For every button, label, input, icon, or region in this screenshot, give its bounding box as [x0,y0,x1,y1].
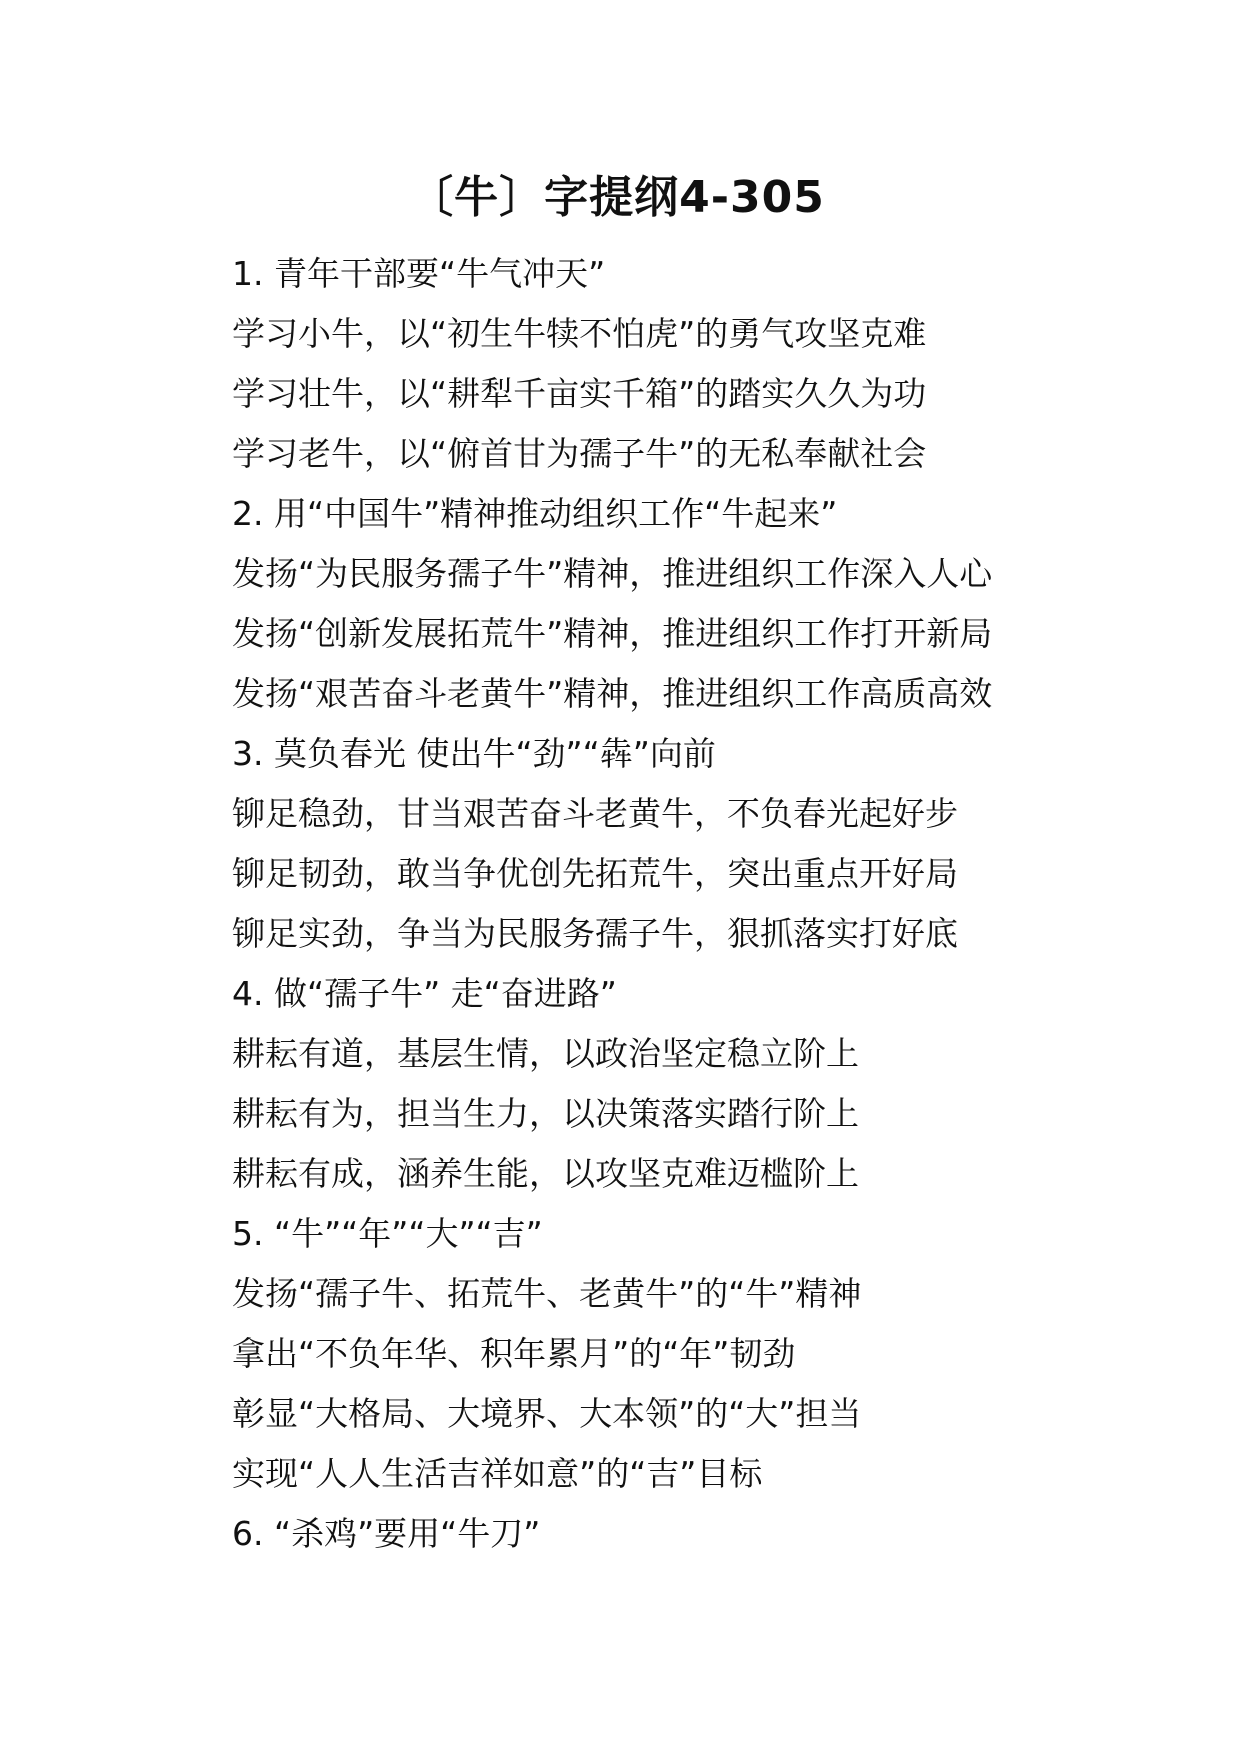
list-item: 发扬“孺子牛、拓荒牛、老黄牛”的“牛”精神 [232,1274,862,1313]
list-item: 耕耘有为，担当生力，以决策落实踏行阶上 [232,1094,859,1133]
list-item: 学习老牛，以“俯首甘为孺子牛”的无私奉献社会 [232,434,927,473]
list-item: 铆足实劲，争当为民服务孺子牛，狠抓落实打好底 [232,914,958,953]
list-item: 铆足韧劲，敢当争优创先拓荒牛，突出重点开好局 [232,854,958,893]
list-item: 发扬“艰苦奋斗老黄牛”精神，推进组织工作高质高效 [232,674,993,713]
list-item: 耕耘有道，基层生情，以政治坚定稳立阶上 [232,1034,859,1073]
list-item: 实现“人人生活吉祥如意”的“吉”目标 [232,1454,763,1493]
list-item: 发扬“创新发展拓荒牛”精神，推进组织工作打开新局 [232,614,993,653]
outline-body [232,244,1132,1564]
heading-5: 5. “牛”“年”“大”“吉” [232,1214,543,1253]
page-title: 〔牛〕字提纲4-305 [409,172,825,223]
list-item: 铆足稳劲，甘当艰苦奋斗老黄牛，不负春光起好步 [232,794,958,833]
list-item: 发扬“为民服务孺子牛”精神，推进组织工作深入人心 [232,554,993,593]
list-item: 学习小牛，以“初生牛犊不怕虎”的勇气攻坚克难 [232,314,927,353]
heading-3: 3. 莫负春光 使出牛“劲”“犇”向前 [232,734,716,773]
list-item: 学习壮牛，以“耕犁千亩实千箱”的踏实久久为功 [232,374,927,413]
list-item: 彰显“大格局、大境界、大本领”的“大”担当 [232,1394,862,1433]
heading-4: 4. 做“孺子牛” 走“奋进路” [232,974,617,1013]
list-item: 拿出“不负年华、积年累月”的“年”韧劲 [232,1334,796,1373]
list-item: 耕耘有成，涵养生能，以攻坚克难迈槛阶上 [232,1154,859,1193]
heading-2: 2. 用“中国牛”精神推动组织工作“牛起来” [232,494,838,533]
heading-6: 6. “杀鸡”要用“牛刀” [232,1514,541,1553]
heading-1: 1. 青年干部要“牛气冲天” [232,254,606,293]
